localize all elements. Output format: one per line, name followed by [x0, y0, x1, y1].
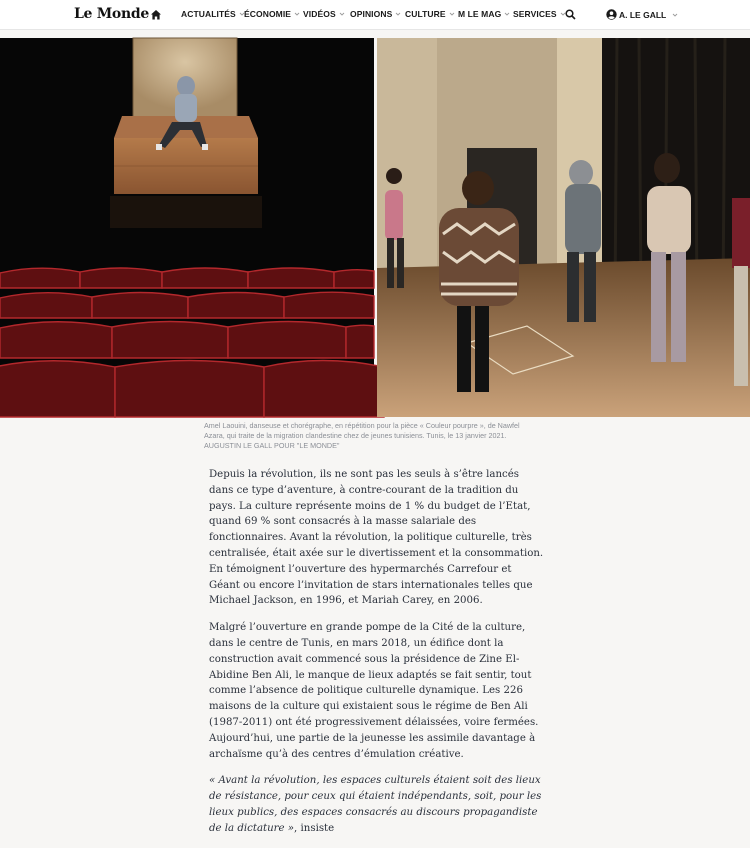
- nav-item-label: ACTUALITÉS: [181, 9, 236, 19]
- nav-item-culture[interactable]: [405, 9, 455, 19]
- account-name: A. LE GALL: [619, 9, 667, 20]
- chevron-down-icon: [672, 12, 678, 18]
- nav-item-videos[interactable]: [303, 9, 345, 19]
- article-quote: « Avant la révolution, les espaces culturels étaient soit des lieux de résistance, pour ceux qui étaient indépendants, soit, pour les lieux publics, des espaces consacrés au discours propagandiste de la dictature »: [209, 775, 542, 834]
- nav-item-economie[interactable]: [244, 9, 300, 19]
- article-paragraph: Malgré l’ouverture en grande pompe de la Cité de la culture, dans le centre de Tunis, en mars 2018, un édifice dont la construction avait commencé sous la présidence de Zine El-Abidine Ben Ali, le manque de lieux adaptés se fait sentir, tout comme l’absence de politique culturelle dynamique. Les 226 maisons de la culture qui existaient sous le régime de Ben Ali (1987-2011) ont été progressivement délaissées, voire fermées. Aujourd’hui, une partie de la jeunesse les assimile davantage à archaïsme qu’à des centres d’émulation créative.: [209, 622, 539, 760]
- chevron-down-icon: [504, 11, 510, 17]
- site-header: [0, 0, 750, 30]
- theatre-illustration: [0, 38, 374, 417]
- nav-item-opinions[interactable]: [350, 9, 401, 19]
- nav-item-actualites[interactable]: [181, 9, 245, 19]
- photo-credit: AUGUSTIN LE GALL POUR "LE MONDE": [204, 441, 340, 450]
- article-photo-rehearsal: [377, 38, 750, 417]
- search-icon[interactable]: [565, 9, 576, 20]
- nav-item-label: ÉCONOMIE: [244, 9, 292, 19]
- article-paragraph-quote: [209, 773, 545, 836]
- chevron-down-icon: [339, 11, 345, 17]
- photo-caption: [204, 421, 534, 451]
- chevron-down-icon: [294, 11, 300, 17]
- user-icon: [606, 9, 617, 20]
- article-quote-tail: , insiste: [294, 822, 335, 834]
- nav-item-label: VIDÉOS: [303, 9, 336, 19]
- chevron-down-icon: [449, 11, 455, 17]
- nav-item-m-le-mag[interactable]: [458, 9, 510, 19]
- nav-item-label: OPINIONS: [350, 9, 393, 19]
- nav-item-label: SERVICES: [513, 9, 557, 19]
- caption-text: Amel Laouini, danseuse et chorégraphe, en répétition pour la pièce « Couleur pourpre », de Nawfel Azara, qui traite de la migration clandestine chez de jeunes tunisiens. Tunis, le 13 janvier 2021.: [204, 421, 520, 440]
- nav-item-label: CULTURE: [405, 9, 446, 19]
- rehearsal-illustration: [377, 38, 750, 417]
- chevron-down-icon: [395, 11, 401, 17]
- article-photo-theatre: [0, 38, 374, 417]
- account-menu[interactable]: [606, 9, 680, 20]
- site-logo[interactable]: Le Monde: [74, 6, 149, 22]
- nav-item-services[interactable]: [513, 9, 566, 19]
- article-paragraph: Depuis la révolution, ils ne sont pas les seuls à s’être lancés dans ce type d’aventure, à contre-courant de la tradition du pays. La culture représente moins de 1 % du budget de l’Etat, quand 69 % sont consacrés à la masse salariale des fonctionnaires. Avant la révolution, la politique culturelle, très centralisée, était axée sur le divertissement et la consommation. En témoignent l’ouverture des hypermarchés Carrefour et Géant ou encore l’invitation de stars internationales telles que Michael Jackson, en 1996, et Mariah Carey, en 2006.: [209, 469, 544, 607]
- nav-item-label: M LE MAG: [458, 9, 502, 19]
- article-body: [209, 467, 545, 848]
